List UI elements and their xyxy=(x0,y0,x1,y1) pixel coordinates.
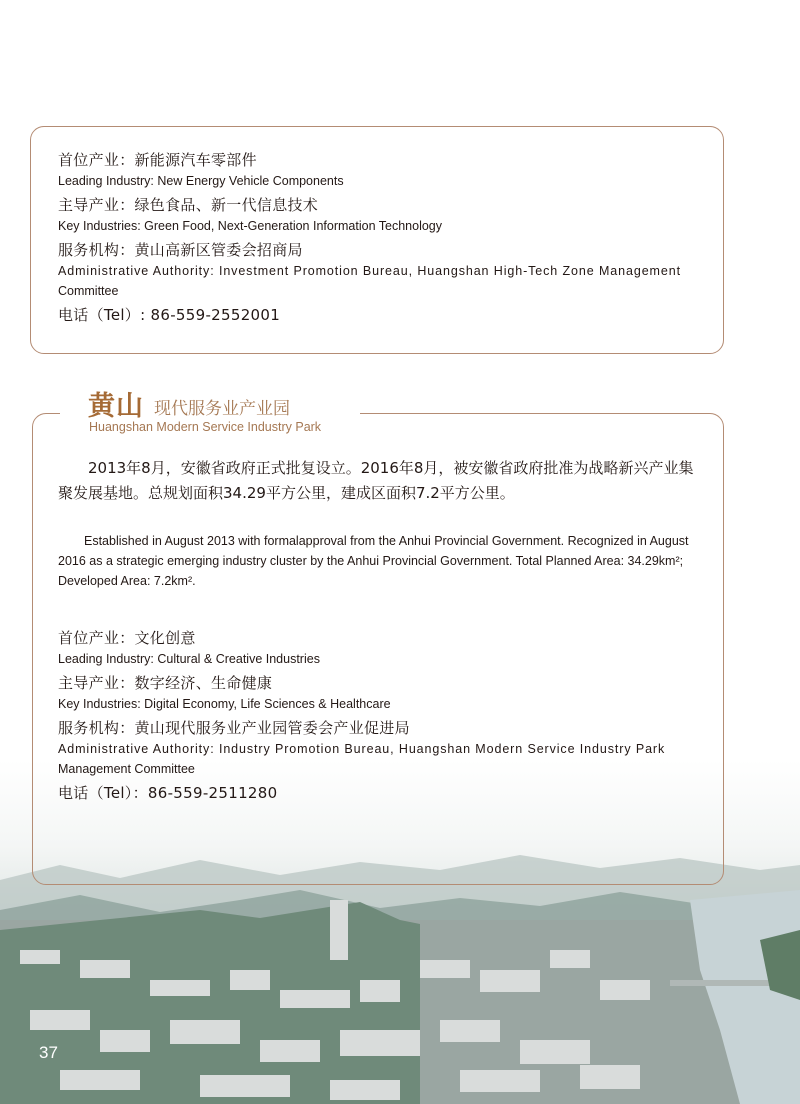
telephone: 电话（Tel）：86-559-2511280 xyxy=(58,784,278,802)
intro-paragraph-zh: 2013年8月，安徽省政府正式批复设立。2016年8月，被安徽省政府批准为战略新兴产业集聚发展基地。总规划面积34.29平方公里，建成区面积7.2平方公里。 xyxy=(58,459,694,502)
brand-calligraphy: 黄山 xyxy=(88,391,144,422)
park-title xyxy=(60,384,360,436)
key-industries-en: Key Industries: Green Food, Next-Generation Information Technology xyxy=(58,219,443,233)
authority-en-line1: Administrative Authority: Investment Promotion Bureau, Huangshan High-Tech Zone Management xyxy=(58,264,681,278)
authority-en-line2: Management Committee xyxy=(58,762,195,776)
page-number: 37 xyxy=(39,1043,58,1062)
leading-industry-en: Leading Industry: New Energy Vehicle Components xyxy=(58,174,344,188)
leading-industry-zh: 首位产业：文化创意 xyxy=(58,629,196,647)
authority-en-line2: Committee xyxy=(58,284,119,298)
authority-zh: 服务机构：黄山现代服务业产业园管委会产业促进局 xyxy=(58,719,410,737)
leading-industry-en: Leading Industry: Cultural & Creative Industries xyxy=(58,652,320,666)
park-name-zh: 现代服务业产业园 xyxy=(154,399,290,419)
authority-zh: 服务机构：黄山高新区管委会招商局 xyxy=(58,241,303,259)
leading-industry-zh: 首位产业：新能源汽车零部件 xyxy=(58,151,257,169)
intro-paragraph-en: Established in August 2013 with formalapproval from the Anhui Provincial Government. Recognized in August 2016 as a strategic emerging industry cluster by the Anhui Provincial Government. Total Planned Area: 34.29km²; Developed Area: 7.2km². xyxy=(58,534,689,588)
authority-en-line1: Administrative Authority: Industry Promotion Bureau, Huangshan Modern Service Industry Park xyxy=(58,742,666,756)
key-industries-zh: 主导产业：绿色食品、新一代信息技术 xyxy=(58,196,319,214)
key-industries-en: Key Industries: Digital Economy, Life Sciences & Healthcare xyxy=(58,697,391,711)
key-industries-zh: 主导产业：数字经济、生命健康 xyxy=(58,674,273,692)
telephone: 电话（Tel）: 86-559-2552001 xyxy=(58,306,281,324)
park-name-en: Huangshan Modern Service Industry Park xyxy=(89,420,322,434)
